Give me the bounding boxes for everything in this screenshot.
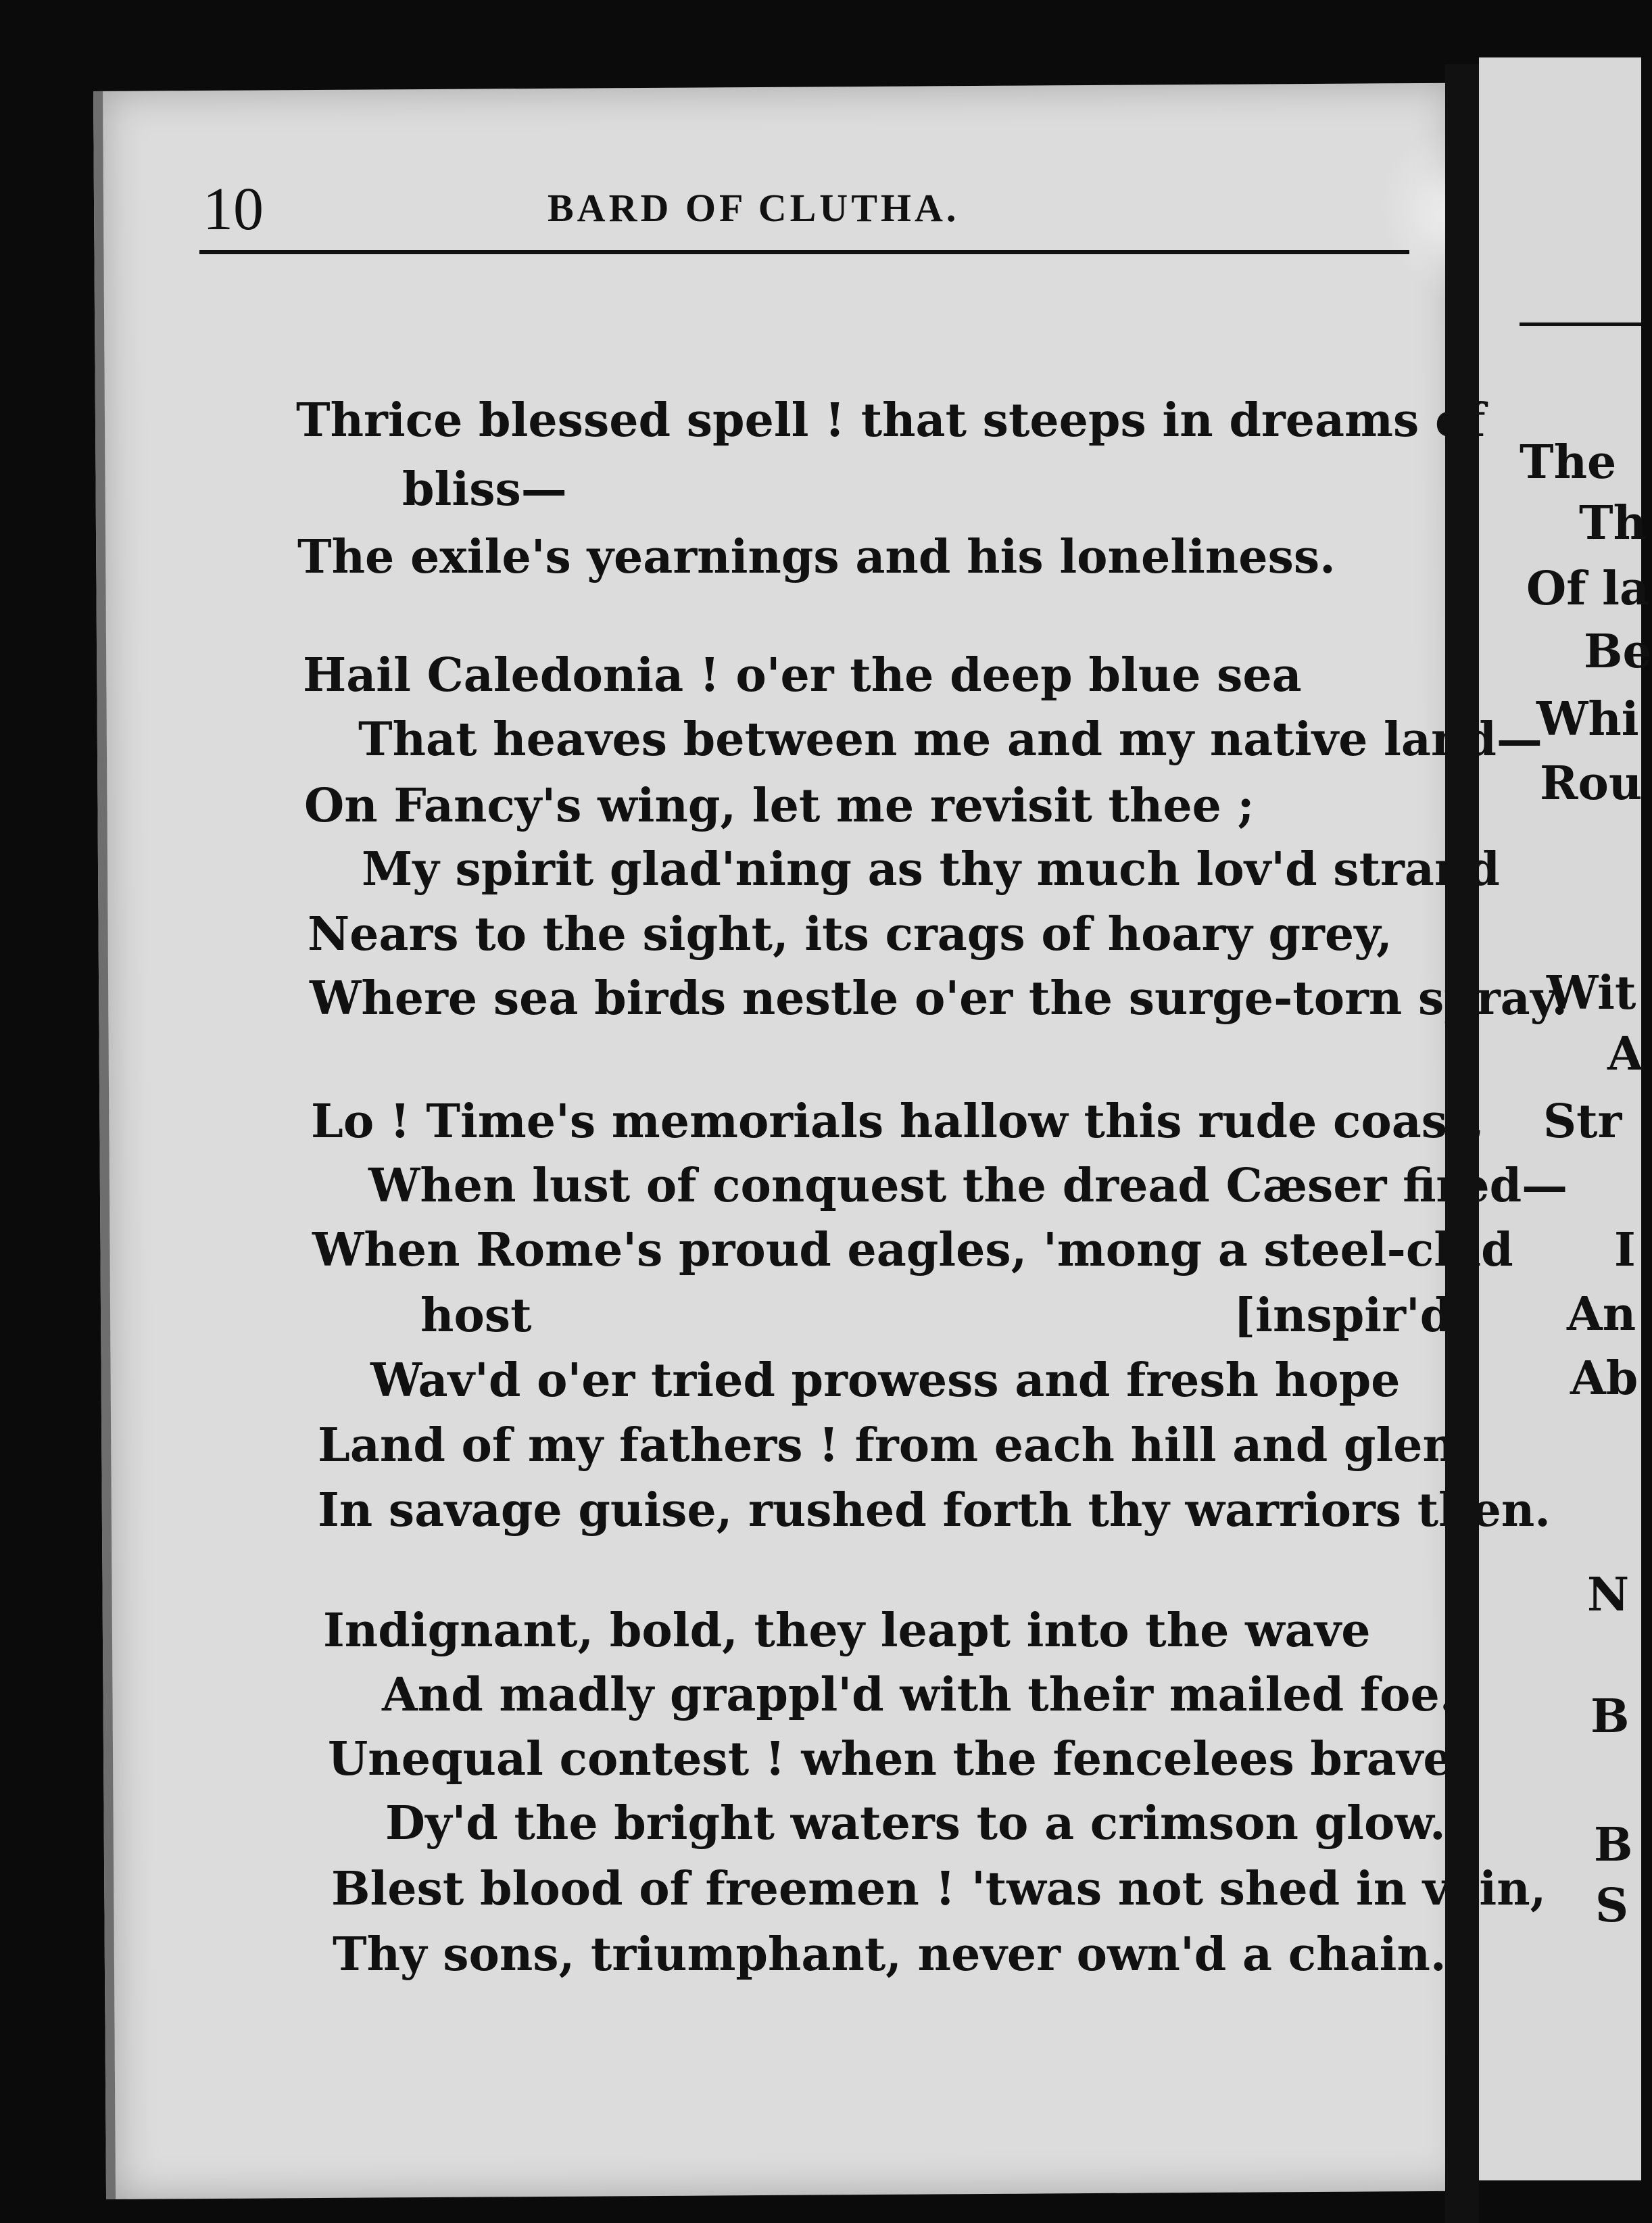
poem-line: On Fancy's wing, let me revisit thee ; [304,779,1255,833]
facing-fragment: N [1587,1568,1630,1622]
facing-fragment: S [1595,1879,1629,1933]
facing-fragment: Str [1543,1095,1622,1149]
page-number: 10 [203,176,264,243]
facing-fragment: The [1520,435,1617,489]
poem-line: Nears to the sight, its crags of hoary grey, [308,907,1392,961]
facing-fragment: A [1607,1027,1643,1081]
poem-line: Where sea birds nestle o'er the surge-torn spray. [310,972,1568,1026]
poem-line: When Rome's proud eagles, 'mong a steel-clad [312,1223,1513,1277]
running-title: BARD OF CLUTHA. [548,186,960,230]
poem-line: And madly grappl'd with their mailed foe. [382,1668,1456,1722]
poem-line: Lo ! Time's memorials hallow this rude coast, [311,1095,1485,1149]
poem-line: Land of my fathers ! from each hill and glen, [318,1418,1472,1473]
facing-fragment: Wit [1547,966,1636,1020]
facing-fragment: An [1567,1287,1636,1341]
facing-fragment: Ab [1570,1352,1638,1406]
poem-line: When lust of conquest the dread Cæser fired— [368,1159,1568,1213]
facing-fragment: Be [1584,625,1652,679]
facing-fragment: B [1590,1690,1630,1744]
poem-line: In savage guise, rushed forth thy warriors then. [318,1483,1551,1537]
poem-line-turnover: [inspir'd. [1234,1289,1468,1343]
facing-page-fragments [1479,57,1652,2180]
facing-header-rule [1520,322,1641,326]
poem-line: Wav'd o'er tried prowess and fresh hope [370,1354,1401,1408]
poem-line: That heaves between me and my native land— [358,713,1542,767]
poem-line: bliss— [402,462,567,517]
facing-fragment: Th [1579,496,1647,550]
poem-line: Unequal contest ! when the fencelees brave [328,1732,1453,1786]
poem-line: Dy'd the bright waters to a crimson glow. [385,1796,1446,1850]
poem-line: The exile's yearnings and his loneliness. [297,530,1336,584]
poem-line: My spirit glad'ning as thy much lov'd strand [362,842,1500,897]
facing-fragment: Rou [1540,757,1643,811]
poem-line: Thrice blessed spell ! that steeps in dreams of [296,393,1486,448]
facing-fragment: Of la [1526,562,1650,616]
facing-fragment: I [1614,1223,1636,1277]
poem-line: Indignant, bold, they leapt into the wave [323,1604,1371,1658]
facing-fragment: Whi [1536,692,1639,746]
poem-line: host [420,1289,532,1343]
poem-line: Thy sons, triumphant, never own'd a chain. [333,1928,1447,1982]
facing-fragment: B [1594,1818,1633,1872]
poem-line: Blest blood of freemen ! 'twas not shed in vain, [331,1862,1547,1916]
poem-line: Hail Caledonia ! o'er the deep blue sea [303,648,1302,702]
